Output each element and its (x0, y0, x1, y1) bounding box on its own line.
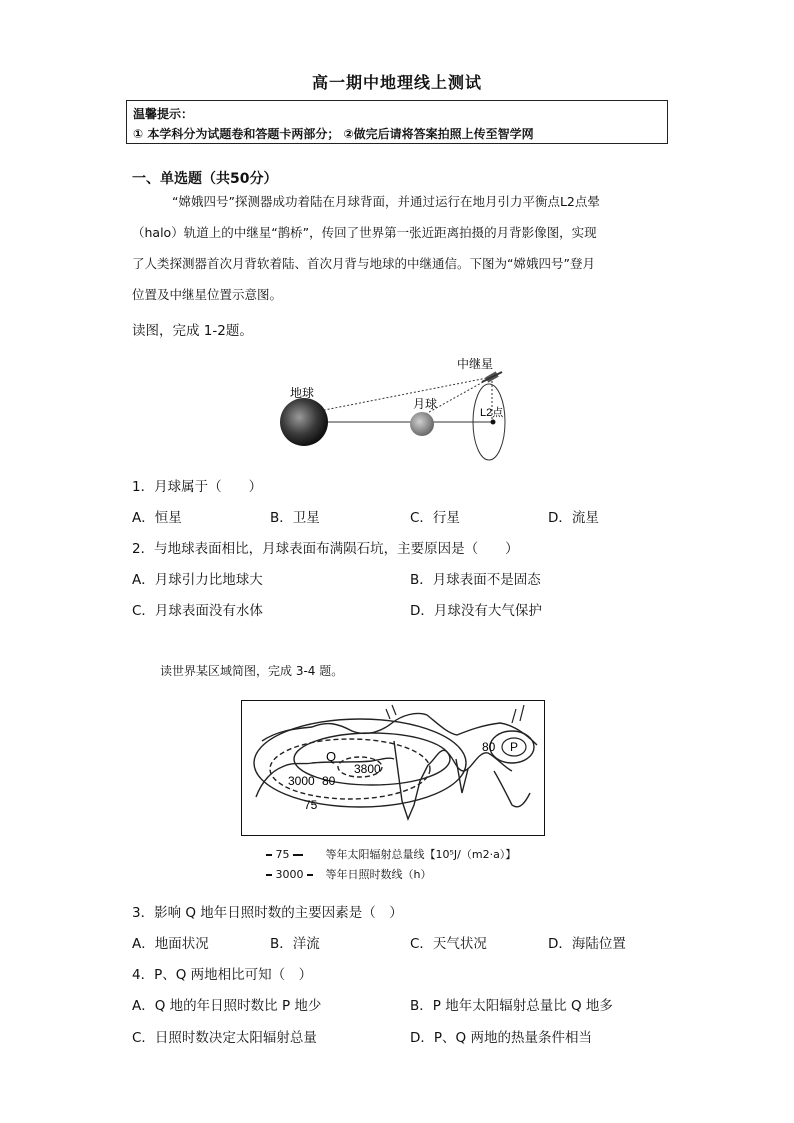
q3-option-a: A．地面状况 (132, 936, 209, 952)
moon-icon (410, 412, 434, 436)
question-1-stem: 1．月球属于（ ） (132, 479, 263, 495)
q3-option-b: B．洋流 (270, 936, 320, 952)
read-instruction-2: 读世界某区域简图，完成 3-4 题。 (160, 664, 344, 678)
q1-option-a: A．恒星 (132, 510, 182, 526)
earth-icon (280, 398, 328, 446)
point-q-label: Q (326, 749, 337, 764)
region-map-svg (242, 701, 544, 835)
earth-moon-relay-figure (270, 352, 520, 462)
legend-sunshine-text: 等年日照时数线（h） (325, 868, 432, 881)
q2-option-d: D．月球没有大气保护 (410, 603, 542, 619)
read-instruction: 读图，完成 1-2题。 (132, 323, 253, 339)
q2-option-a: A．月球引力比地球大 (132, 572, 263, 588)
tips-heading: 温馨提示： (133, 107, 194, 121)
earth-label: 地球 (290, 386, 315, 400)
earth-relay-line (304, 377, 492, 414)
q3-option-d: D．海陆位置 (548, 936, 626, 952)
q4-option-d: D．P、Q 两地的热量条件相当 (410, 1030, 592, 1046)
tips-line: ① 本学科分为试题卷和答题卡两部分； ②做完后请将答案拍照上传至智学网 (133, 127, 534, 141)
contour-label-75: 75 (304, 798, 318, 812)
legend-radiation-value: 75 (275, 848, 290, 861)
relay-satellite-icon (482, 371, 502, 382)
passage-line: “嫦娥四号”探测器成功着陆在月球背面，并通过运行在地月引力平衡点L2点晕 (172, 194, 600, 209)
contour-label-80-west: 80 (322, 774, 336, 788)
contour-label-80-east: 80 (482, 740, 496, 754)
contour-label-3800: 3800 (354, 762, 381, 776)
q1-option-c: C．行星 (410, 510, 460, 526)
tips-box (126, 100, 668, 144)
legend-sunshine-value: 3000 (275, 868, 304, 881)
l2-point (491, 420, 496, 425)
legend-sunshine (266, 866, 431, 882)
passage-paragraph (132, 186, 672, 310)
coastline-fragments (386, 705, 524, 723)
section-heading: 一、单选题（共50分） (132, 171, 278, 187)
point-p-label: P (510, 740, 519, 754)
region-map (241, 700, 545, 836)
legend-radiation (266, 846, 516, 862)
passage-line: （halo）轨道上的中继星“鹊桥”，传回了世界第一张近距离拍摄的月背影像图，实现 (132, 225, 597, 240)
legend-sunshine-symbol (266, 868, 316, 881)
question-4-stem: 4．P、Q 两地相比可知（ ） (132, 967, 313, 983)
q4-option-b: B．P 地年太阳辐射总量比 Q 地多 (410, 998, 613, 1014)
l2-label: L2点 (480, 407, 504, 419)
coastline-red-sea (394, 741, 428, 819)
passage-line: 了人类探测器首次月背软着陆、首次月背与地球的中继通信。下图为“嫦娥四号”登月 (132, 256, 595, 271)
page-title: 高一期中地理线上测试 (311, 73, 482, 92)
q2-option-b: B．月球表面不是固态 (410, 572, 541, 588)
q1-option-d: D．流星 (548, 510, 599, 526)
relay-label: 中继星 (457, 357, 494, 371)
q1-option-b: B．卫星 (270, 510, 320, 526)
coastline-southeast (494, 771, 530, 807)
legend-radiation-text: 等年太阳辐射总量线【10⁵J/（m2·a）】 (325, 848, 517, 861)
q2-option-c: C．月球表面没有水体 (132, 603, 263, 619)
q4-option-a: A．Q 地的年日照时数比 P 地少 (132, 998, 322, 1014)
passage-line: 位置及中继星位置示意图。 (132, 287, 283, 302)
question-2-stem: 2．与地球表面相比，月球表面布满陨石坑，主要原因是（ ） (132, 541, 519, 557)
contour-label-3000: 3000 (288, 774, 315, 788)
q3-option-c: C．天气状况 (410, 936, 487, 952)
sunshine-contour-3000 (270, 739, 430, 799)
legend-radiation-symbol (266, 848, 316, 861)
question-3-stem: 3．影响 Q 地年日照时数的主要因素是（ ） (132, 905, 403, 921)
moon-label: 月球 (413, 397, 438, 411)
coastline-north (262, 713, 537, 745)
q4-option-c: C．日照时数决定太阳辐射总量 (132, 1030, 317, 1046)
